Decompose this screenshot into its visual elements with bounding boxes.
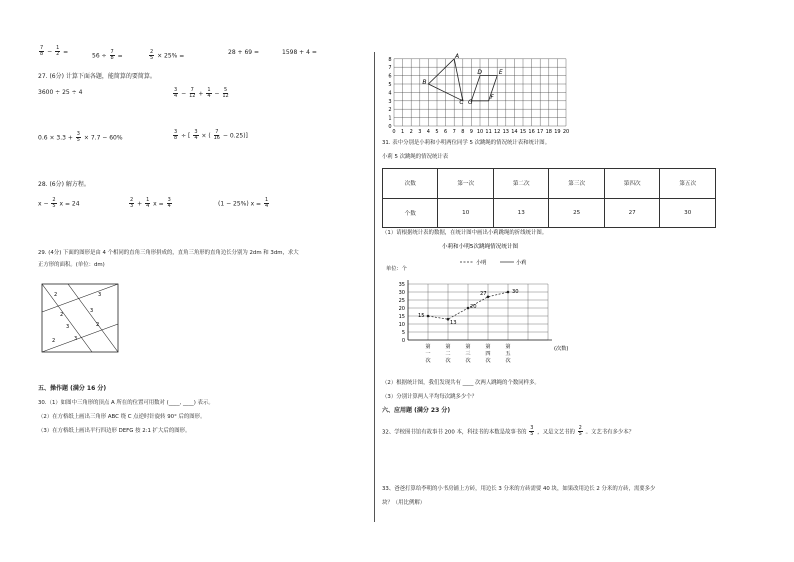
y-tick-label: 35 bbox=[398, 282, 405, 288]
point-label: G bbox=[467, 99, 473, 107]
y-tick-label: 15 bbox=[398, 314, 405, 320]
x-tick-label: 第 bbox=[505, 344, 511, 350]
q33-line2: 块？（用比例解） bbox=[382, 500, 426, 506]
y-tick-label: 6 bbox=[388, 73, 392, 80]
point-label: B bbox=[422, 79, 427, 86]
x-tick-label: 9 bbox=[469, 129, 473, 135]
q26-item-3: $\frac{2}{5}$ × 25% = bbox=[150, 49, 185, 62]
q27-b: $\frac{3}{4}$ − $\frac{7}{12}$ + $\frac{1}{4}$ − $\frac{5}{12}$ bbox=[174, 87, 229, 100]
x-tick-label: 20 bbox=[562, 129, 570, 135]
fraction: $\frac{1}{2}$ bbox=[56, 45, 60, 58]
point-label: D bbox=[477, 68, 483, 76]
y-tick-label: 0 bbox=[401, 338, 405, 344]
table-cell: 个数 bbox=[383, 198, 438, 228]
q31-title: 31. 表中分别是小莉和小明两位同学 5 次跳绳的情况统计表和统计图。 bbox=[382, 140, 551, 146]
x-tick-label: 7 bbox=[452, 129, 456, 135]
q28-b: $\frac{2}{3}$ + $\frac{1}{4}$ x = $\frac{3}{4}$ bbox=[130, 197, 171, 210]
q26-item-2: 56 ÷ $\frac{7}{8}$ = bbox=[92, 49, 123, 62]
data-point bbox=[507, 291, 510, 294]
table-cell: 10 bbox=[438, 198, 493, 228]
q26-item-5: 1598 + 4 = bbox=[282, 49, 317, 56]
legend-label: 小明 bbox=[476, 260, 487, 266]
x-tick-label: 16 bbox=[528, 129, 535, 135]
point-label: E bbox=[498, 68, 503, 76]
y-tick-label: 8 bbox=[388, 56, 392, 63]
x-tick-label: 19 bbox=[554, 129, 561, 135]
data-label: 15 bbox=[418, 313, 425, 319]
fraction: $\frac{7}{8}$ bbox=[40, 45, 44, 58]
x-tick-label: 次 bbox=[505, 358, 511, 364]
q29-line2: 正方形的面积。(单位：dm) bbox=[38, 262, 105, 268]
coordinate-grid bbox=[384, 52, 574, 138]
q30-1: 30.（1）如图中三角形的顶点 A 所在的位置可用数对 (____, ____) 表示。 bbox=[38, 400, 214, 406]
q28-title: 28. (6分) 解方程。 bbox=[38, 181, 90, 188]
table-cell: 30 bbox=[660, 198, 716, 228]
x-tick-label: 三 bbox=[465, 351, 471, 357]
y-tick-label: 1 bbox=[388, 115, 392, 122]
q27-d: $\frac{3}{8}$ ÷ [ $\frac{3}{4}$ × ( $\frac{7}{16}$ − 0.25)] bbox=[174, 129, 248, 142]
x-tick-label: 四 bbox=[485, 351, 491, 357]
section6-title: 六、应用题 (满分 23 分) bbox=[382, 407, 451, 414]
y-tick-label: 5 bbox=[401, 330, 405, 336]
q27-c: 0.6 × 3.3 + $\frac{3}{5}$ × 7.7 − 60% bbox=[38, 131, 123, 144]
section5-title: 五、操作题 (满分 16 分) bbox=[38, 385, 107, 392]
q26-item-1: $\frac{7}{8}$ − $\frac{1}{2}$ = bbox=[40, 45, 69, 58]
x-tick-label: 二 bbox=[445, 351, 451, 357]
x-tick-label: 17 bbox=[537, 129, 544, 135]
q27-title: 27. (6分) 计算下面各题，能简算的要简算。 bbox=[38, 73, 156, 80]
data-point bbox=[427, 315, 430, 318]
x-tick-label: 12 bbox=[494, 129, 501, 135]
x-tick-label: 次 bbox=[485, 358, 491, 364]
data-point bbox=[467, 307, 470, 310]
x-tick-label: 0 bbox=[392, 129, 396, 135]
x-tick-label: 15 bbox=[519, 129, 527, 135]
table-caption: 小莉 5 次跳绳的情况统计表 bbox=[382, 154, 449, 160]
table-cell: 25 bbox=[549, 198, 604, 228]
y-tick-label: 20 bbox=[398, 306, 405, 312]
q31-2: （2）根据统计图，我们发现共有 ____ 次两人跳绳的个数同样多。 bbox=[382, 380, 540, 386]
table-cell: 第二次 bbox=[493, 169, 548, 199]
x-tick-label: 第 bbox=[445, 344, 451, 350]
x-tick-label: 一 bbox=[425, 351, 431, 357]
table-cell: 13 bbox=[493, 198, 548, 228]
data-point bbox=[447, 318, 450, 321]
data-point bbox=[487, 296, 490, 299]
table-cell: 第五次 bbox=[660, 169, 716, 199]
x-tick-label: 13 bbox=[502, 129, 509, 135]
x-tick-label: 6 bbox=[444, 129, 448, 135]
x-tick-label: 11 bbox=[485, 129, 492, 135]
q31-3: （3）分别计算两人平均每次跳多少个？ bbox=[382, 394, 478, 400]
q29-label: 2 bbox=[54, 292, 58, 298]
q28-a: x − $\frac{2}{5}$ x = 24 bbox=[38, 197, 80, 210]
line-chart bbox=[380, 240, 580, 380]
x-tick-label: 18 bbox=[545, 129, 552, 135]
data-label: 27 bbox=[480, 290, 487, 297]
table-header-row bbox=[383, 169, 716, 199]
q29-label: 2 bbox=[96, 322, 100, 328]
column-divider bbox=[374, 52, 375, 522]
q30-2: （2）在方格纸上画出三角形 ABC 绕 C 点逆时针旋转 90° 后的图形。 bbox=[38, 414, 206, 420]
y-tick-label: 4 bbox=[388, 90, 392, 97]
x-axis-label: (次数) bbox=[554, 346, 569, 352]
y-tick-label: 2 bbox=[388, 107, 392, 114]
y-tick-label: 25 bbox=[398, 298, 405, 304]
q29-label: 2 bbox=[52, 338, 56, 344]
y-tick-label: 3 bbox=[388, 98, 392, 105]
legend-label: 小莉 bbox=[516, 260, 527, 266]
q29-line1: 29. (4分) 下面的图形是由 4 个相同的直角三角形拼成的，直角三角形的直角边长分别为 2dm 和 3dm，求大 bbox=[38, 250, 299, 256]
x-tick-label: 2 bbox=[409, 129, 413, 135]
q29-label: 2 bbox=[60, 312, 64, 318]
point-label: F bbox=[490, 94, 494, 102]
x-tick-label: 10 bbox=[476, 129, 484, 135]
q30-3: （3）在方格纸上画出平行四边形 DEFG 按 2:1 扩大后的图形。 bbox=[38, 428, 191, 434]
x-tick-label: 3 bbox=[418, 129, 422, 135]
table-cell: 27 bbox=[604, 198, 659, 228]
data-label: 20 bbox=[470, 304, 477, 310]
x-tick-label: 次 bbox=[425, 358, 431, 364]
y-axis-label: 单位：个 bbox=[386, 266, 407, 272]
x-tick-label: 第 bbox=[425, 344, 431, 350]
y-tick-label: 30 bbox=[398, 290, 405, 296]
y-tick-label: 5 bbox=[388, 82, 392, 88]
fraction: $\frac{7}{8}$ bbox=[110, 49, 114, 62]
q29-label: 3 bbox=[74, 336, 78, 342]
x-tick-label: 次 bbox=[465, 358, 471, 364]
q29-label: 3 bbox=[98, 292, 102, 298]
table-cell: 次数 bbox=[383, 169, 438, 199]
x-tick-label: 4 bbox=[426, 129, 430, 135]
stat-table bbox=[382, 168, 716, 228]
table-cell: 第三次 bbox=[549, 169, 604, 199]
y-tick-label: 10 bbox=[398, 322, 405, 328]
x-tick-label: 8 bbox=[461, 129, 465, 135]
q28-c: (1 − 25%) x = $\frac{1}{4}$ bbox=[218, 197, 269, 210]
chart-title: 小莉和小明5次跳绳情况统计图 bbox=[441, 244, 519, 250]
table-row bbox=[383, 198, 716, 228]
y-tick-label: 7 bbox=[388, 65, 392, 72]
q33-line1: 33、爸爸打算给李明的小书房铺上方砖，用边长 3 分米的方砖需要 40 块，如果改用边长 2 分米的方砖，需要多少 bbox=[382, 486, 656, 492]
x-tick-label: 第 bbox=[485, 344, 491, 350]
q32: 32、学校图书馆有故事书 200 本，科技书的本数是故事书的 $\frac{3}{5}$ ，又是文艺书的 $\frac{2}{5}$ 。文艺书有多少本？ bbox=[382, 425, 635, 438]
q29-square-figure bbox=[40, 282, 120, 354]
x-tick-label: 次 bbox=[445, 358, 451, 364]
q31-1: （1）请根据统计表的数据，在统计图中画出小莉跳绳的折线统计图。 bbox=[382, 230, 548, 236]
table-cell: 第四次 bbox=[604, 169, 659, 199]
x-tick-label: 5 bbox=[435, 129, 439, 135]
q29-label: 3 bbox=[90, 308, 94, 314]
q27-a: 3600 ÷ 25 ÷ 4 bbox=[38, 89, 83, 96]
q29-label: 3 bbox=[66, 324, 70, 330]
data-label: 13 bbox=[450, 320, 457, 327]
table-cell: 第一次 bbox=[438, 169, 493, 199]
x-tick-label: 14 bbox=[511, 129, 518, 135]
q26-item-4: 28 + 69 = bbox=[228, 49, 260, 56]
point-label: C bbox=[459, 99, 464, 107]
fraction: $\frac{2}{5}$ bbox=[150, 49, 154, 62]
data-label: 30 bbox=[512, 289, 519, 295]
point-label: A bbox=[455, 52, 460, 60]
y-tick-label: 0 bbox=[388, 124, 392, 130]
x-tick-label: 1 bbox=[401, 129, 405, 135]
x-tick-label: 第 bbox=[465, 344, 471, 350]
x-tick-label: 五 bbox=[505, 351, 511, 357]
